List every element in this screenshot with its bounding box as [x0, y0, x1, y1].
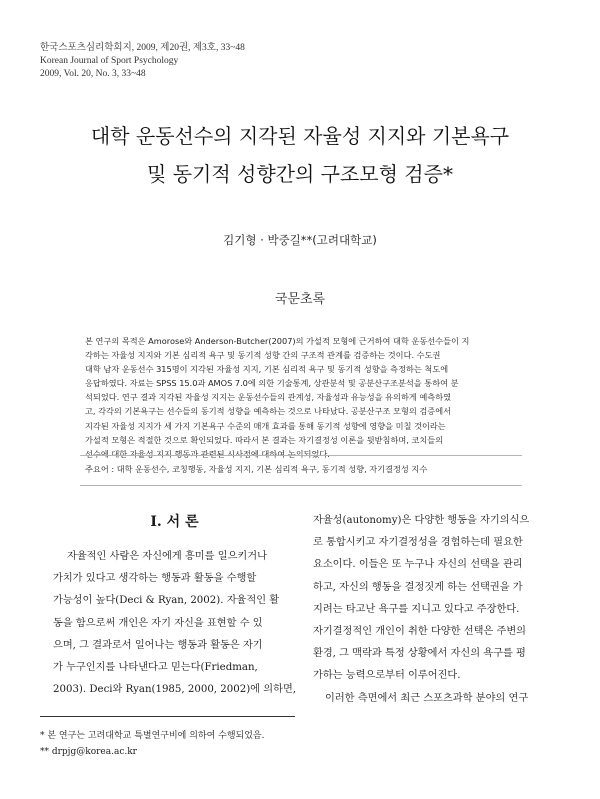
body-line: 으며, 그 결과로서 일어나는 행동과 활동은 자기 [53, 639, 263, 651]
journal-citation-korean: 한국스포츠심리학회지, 2009, 제20권, 제3호, 33~48 [40, 43, 245, 53]
journal-name-english: Korean Journal of Sport Psychology [40, 56, 179, 66]
body-line: 자율적인 사람은 자신에게 흥미를 일으키거나 [67, 551, 267, 562]
footnote-funding: * 본 연구는 고려대학교 특별연구비에 의하여 수행되었음. [40, 731, 265, 741]
body-line: 동을 함으로써 개인은 자기 자신을 표현할 수 있 [53, 617, 263, 629]
footnote-email: ** drpjg@korea.ac.kr [40, 747, 137, 757]
body-line: 가능성이 높다(Deci & Ryan, 2002). 자율적인 활 [53, 595, 280, 607]
body-column-right [313, 510, 553, 710]
body-line: 이러한 측면에서 최근 스포츠과학 분야의 연구 [325, 692, 529, 704]
footnote-divider [40, 716, 295, 717]
body-line: 지려는 타고난 욕구를 지니고 있다고 주장한다. [313, 603, 520, 615]
paper-title-line1: 대학 운동선수의 지각된 자율성 지지와 기본욕구 [90, 124, 510, 148]
abstract-divider-top [80, 455, 522, 456]
abstract-line: 지각된 자율성 지지가 세 가지 기본욕구 수준의 매개 효과를 통해 동기적 성향에 영향을 미칠 것이라는 [85, 420, 446, 431]
abstract-body [85, 334, 517, 461]
abstract-line: 가설적 모형은 적절한 것으로 확인되었다. 따라서 본 결과는 자기결정성 이론을 뒷받침하며, 코치들의 [85, 434, 444, 445]
abstract-line: 각하는 자율성 지지와 기본 심리적 욕구 및 동기적 성향 간의 구조적 관계를 검증하는 것이다. 수도권 [85, 350, 441, 361]
body-column-left [53, 508, 296, 701]
keywords: 주요어 : 대학 운동선수, 코칭행동, 자율성 지지, 기본 심리적 욕구, 동기적 성향, 자기결정성 지수 [85, 464, 428, 474]
body-line: 가치가 있다고 생각하는 행동과 활동을 수행할 [53, 573, 257, 585]
body-line: 환경, 그 맥락과 특정 상황에서 자신의 욕구를 평 [313, 648, 526, 660]
body-line: 자기결정적인 개인이 취한 다양한 선택은 주변의 [313, 626, 527, 638]
body-line: 하고, 자신의 행동을 결정짓게 하는 선택권을 가 [313, 581, 523, 593]
abstract-line: 응답하였다. 자료는 SPSS 15.0과 AMOS 7.0에 의한 기술통계, 상관분석 및 공분산구조분석을 통하여 분 [85, 378, 459, 389]
body-line: 가 누구인지를 나타낸다고 믿는다(Friedman, [53, 662, 258, 674]
author-line: 김기형 · 박중길**(고려대학교) [223, 233, 377, 247]
abstract-line: 선수에 대한 자율성 지지 행동과 관련된 시사점에 대하여 논의되었다. [85, 448, 330, 459]
paper-title-line2: 및 동기적 성향간의 구조모형 검증* [147, 162, 453, 186]
body-line: 요소이다. 이들은 또 누구나 자신의 선택을 관리 [313, 559, 523, 571]
journal-citation-english: 2009, Vol. 20, No. 3, 33~48 [40, 69, 146, 79]
abstract-line: 고, 각각의 기본욕구는 선수들의 동기적 성향을 예측하는 것으로 나타났다. 공분산구조 모형의 검증에서 [85, 406, 452, 417]
abstract-line: 석되었다. 연구 결과 지각된 자율성 지지는 운동선수들의 관계성, 자율성과 유능성을 유의하게 예측하였 [85, 392, 452, 403]
body-line: 로 통합시키고 자기결정성을 경험하는데 필요한 [313, 537, 523, 549]
journal-header [40, 42, 245, 81]
body-line: 2003). Deci와 Ryan(1985, 2000, 2002)에 의하면, [53, 684, 296, 696]
footnotes [40, 728, 265, 760]
abstract-line: 본 연구의 목적은 Amorose와 Anderson-Butcher(2007)의 가설적 모형에 근거하여 대학 운동선수들이 지 [85, 336, 470, 346]
paper-title [0, 117, 600, 193]
section-heading: I. 서 론 [150, 514, 199, 530]
abstract-divider-bottom [80, 485, 522, 486]
abstract-heading: 국문초록 [274, 292, 326, 307]
body-line: 자율성(autonomy)은 다양한 행동을 자기의식으 [313, 515, 530, 526]
abstract-line: 대학 남자 운동선수 315명이 지각된 자율성 지지, 기본 심리적 욕구 및 동기적 성향을 측정하는 척도에 [85, 364, 449, 375]
body-line: 가하는 능력으로부터 이루어진다. [313, 670, 461, 682]
